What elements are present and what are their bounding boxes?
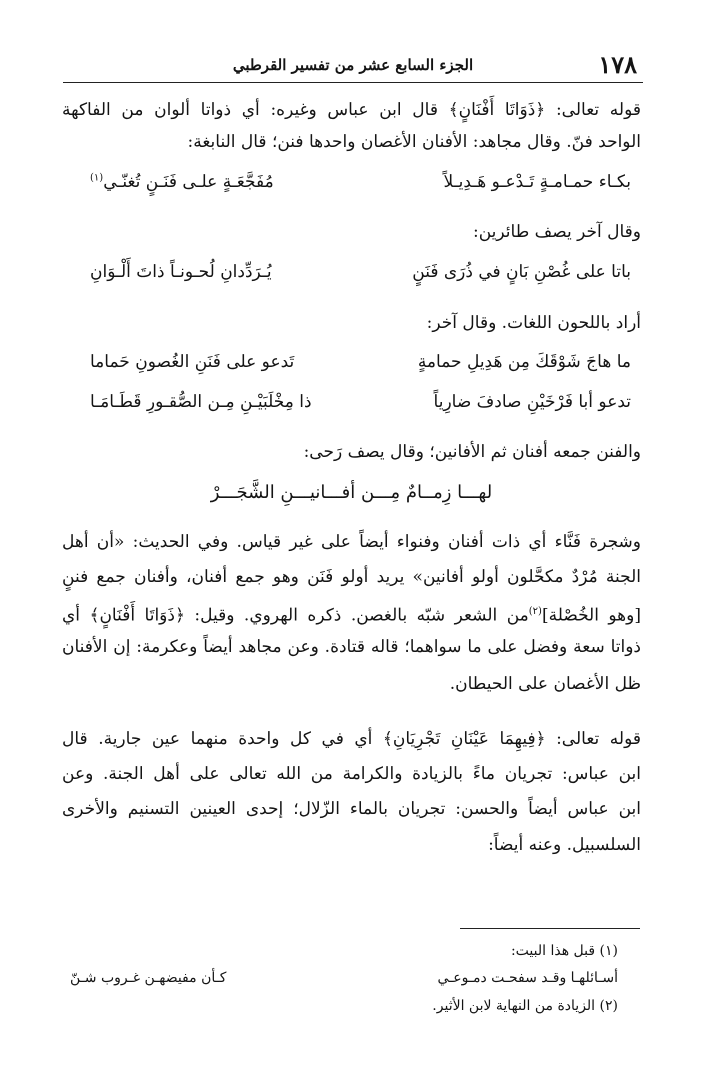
- footnote-marker: (١): [90, 172, 104, 184]
- verse: [62, 352, 641, 382]
- verse: [62, 262, 641, 292]
- verse: [62, 172, 641, 202]
- verse-text: مُفَجَّعَـةٍ علـى فَنَـنٍ تُغنّـي: [103, 172, 274, 192]
- body-line: ذواتا سعة وفضل على ما سواهما؛ قاله قتادة. وعن مجاهد أيضاً وعكرمة: إن الأفنان: [62, 637, 641, 657]
- body-line: قوله تعالى: ﴿ذَوَاتَا أَفْنَانٍ﴾ قال ابن عباس وغيره: أي ذواتا ألوان من الفاكهة: [62, 100, 641, 120]
- page-number: ١٧٨: [598, 50, 637, 79]
- verse-hemistich-second: كـأن مفيضهـن غـروب شـنّ: [70, 970, 227, 986]
- body-line: وقال آخر يصف طائرين:: [473, 222, 641, 242]
- verse-hemistich-first: تدعو أبا فَرْخَيْنِ صادفَ ضارِياً: [433, 392, 631, 412]
- header-divider: [63, 82, 643, 83]
- verse-hemistich-first: بكـاء حمـامـةٍ تَـدْعـو هَـدِيـلاً: [443, 172, 631, 192]
- footnote-divider: [460, 928, 640, 929]
- body-line: قوله تعالى: ﴿فِيهِمَا عَيْنَانِ تَجْرِيَانِ﴾ أي في كل واحدة منهما عين جارية. قال: [62, 729, 641, 749]
- body-line: [62, 600, 641, 628]
- running-title: الجزء السابع عشر من تفسير القرطبي: [232, 56, 474, 74]
- verse-hemistich-second: يُـرَدِّدانِ لُحـونـاً ذاتَ أَلْـوَانِ: [90, 262, 272, 282]
- body-line: الجنة مُرْدٌ مكحَّلون أولو أفانين» يريد أولو فَنَن وهو جمع أفنان، وأفنان جمع فننٍ: [62, 567, 641, 587]
- body-text: من الشعر شبّه بالغصن. ذكره الهروي. وقيل: ﴿ذَوَاتَا أَفْنَانٍ﴾ أي: [62, 605, 529, 626]
- footnote-2: (٢) الزيادة من النهاية لابن الأثير.: [432, 998, 618, 1014]
- footnote-1: (١) قبل هذا البيت:: [510, 943, 618, 959]
- page-header: [63, 50, 643, 84]
- body-line: وشجرة فَنَّاء أي ذات أفنان وفنواء أيضاً على غير قياس. وفي الحديث: «أن أهل: [62, 532, 641, 552]
- body-line: أراد باللحون اللغات. وقال آخر:: [426, 313, 641, 333]
- body-line: الواحد فنّ. وقال مجاهد: الأفنان الأغصان واحدها فنن؛ قال النابغة:: [187, 132, 641, 152]
- verse-hemistich-first: باتا على غُصْنِ بَانٍ في ذُرَى فَنَنٍ: [412, 262, 631, 282]
- body-line: ابن عباس أيضاً والحسن: تجريان بالماء الزّلال؛ إحدى العينين التسنيم والأخرى: [62, 799, 641, 819]
- verse: [62, 392, 641, 422]
- bracketed-insertion: [وهو الخُصْلة]: [541, 605, 641, 626]
- verse-hemistich-second: تَدعو على فَنَنِ الغُصونِ حَماما: [90, 352, 295, 372]
- footnote-verse: [70, 970, 618, 992]
- verse-hemistich-first: ما هاجَ شَوْقَكَ مِن هَدِيلِ حمامةٍ: [417, 352, 631, 372]
- verse-hemistich-second: ذا مِخْلَبَيْـنِ مِـن الصُّقـورِ قَطَـامَـا: [90, 392, 312, 412]
- verse-centered: لهـــا زِمــامٌ مِـــن أفـــانيـــنِ الشَّجَـــرْ: [210, 482, 493, 503]
- body-line: السلسبيل. وعنه أيضاً:: [488, 835, 641, 855]
- body-line: ظل الأغصان على الحيطان.: [449, 674, 641, 694]
- footnote-marker: (٢): [528, 606, 542, 617]
- body-line: ابن عباس: تجريان ماءً بالزيادة والكرامة من الله تعالى على أهل الجنة. وعن: [62, 764, 641, 784]
- body-line: والفنن جمعه أفنان ثم الأفانين؛ وقال يصف رَحى:: [303, 442, 641, 462]
- verse-hemistich-second: [90, 172, 360, 192]
- verse-hemistich-first: أسـائلهـا وقـد سفحـت دمـوعـي: [437, 970, 618, 986]
